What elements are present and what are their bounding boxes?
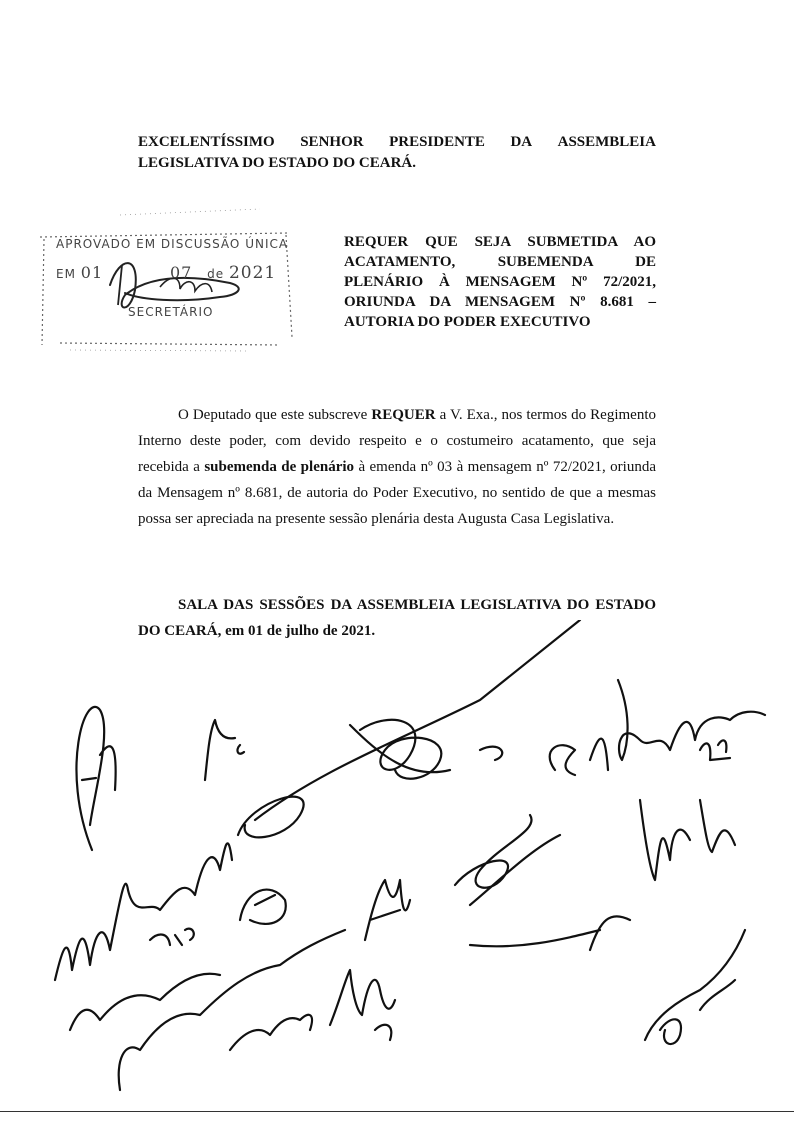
body-text-part: à emenda nº 03 à mensagem nº 72/2021, oriunda da Mensagem nº 8.681, de autoria do Poder Executivo, no sentido de que a mesmas possa ser apreciada na presente sessão plenária desta Augusta Casa Legislativa.	[138, 459, 656, 527]
approval-stamp	[30, 195, 300, 355]
body-bold-requer: REQUER	[371, 407, 436, 423]
stamp-line-2	[56, 263, 276, 283]
body-text-part: O Deputado que este subscreve	[178, 407, 372, 423]
addressee-word: EXCELENTÍSSIMO	[138, 134, 275, 150]
signature	[455, 815, 560, 905]
signature	[205, 720, 244, 780]
addressee-word: ASSEMBLEIA	[557, 134, 656, 150]
signature	[700, 740, 730, 760]
signature	[645, 930, 745, 1044]
addressee-line-1	[138, 132, 656, 153]
signature	[119, 930, 345, 1090]
stamp-year: 2021	[228, 263, 277, 283]
stamp-day: 01	[80, 263, 104, 282]
stamp-de: de	[207, 267, 225, 281]
signature	[55, 843, 232, 980]
stamp-em: EM	[56, 267, 76, 281]
signature	[150, 929, 194, 945]
signature	[470, 916, 630, 950]
subject-block	[344, 232, 656, 332]
signature	[70, 974, 220, 1030]
signature	[238, 620, 580, 837]
signature	[240, 890, 286, 924]
subject-row: AUTORIA DO PODER EXECUTIVO	[344, 314, 591, 330]
signature	[640, 800, 735, 880]
addressee-word: DA	[510, 134, 533, 150]
addressee-block	[138, 132, 656, 174]
signature	[330, 970, 395, 1040]
subject-row: ACATAMENTO, SUBEMENDA DE	[344, 254, 656, 270]
addressee-word: PRESIDENTE	[389, 134, 485, 150]
signature	[350, 720, 502, 779]
addressee-line-2: LEGISLATIVA DO ESTADO DO CEARÁ.	[138, 155, 416, 171]
closing-paragraph: SALA DAS SESSÕES DA ASSEMBLEIA LEGISLATIVA DO ESTADO DO CEARÁ, em 01 de julho de 2021.	[138, 597, 656, 639]
subject-row: PLENÁRIO À MENSAGEM Nº 72/2021,	[344, 274, 656, 290]
stamp-line-1: APROVADO EM DISCUSSÃO ÚNICA	[56, 237, 289, 251]
subject-row: REQUER QUE SEJA SUBMETIDA AO	[344, 234, 656, 250]
subject-row: ORIUNDA DA MENSAGEM Nº 8.681 –	[344, 294, 656, 310]
body-text-part: a V. Exa., nos termos do Regimento Interno deste poder, com devido respeito e o costumeiro acatamento, que seja recebida a	[138, 407, 656, 475]
body-bold-subemenda: subemenda de plenário	[204, 459, 355, 475]
signature	[76, 707, 115, 850]
addressee-word: SENHOR	[300, 134, 364, 150]
signatures-area	[0, 620, 794, 1100]
signature	[550, 680, 765, 775]
signature	[230, 1015, 312, 1050]
footer-rule	[0, 1111, 794, 1112]
stamp-month: 07	[169, 263, 193, 282]
stamp-line-3: SECRETÁRIO	[128, 305, 214, 319]
signature	[365, 880, 410, 940]
request-paragraph	[138, 402, 656, 532]
